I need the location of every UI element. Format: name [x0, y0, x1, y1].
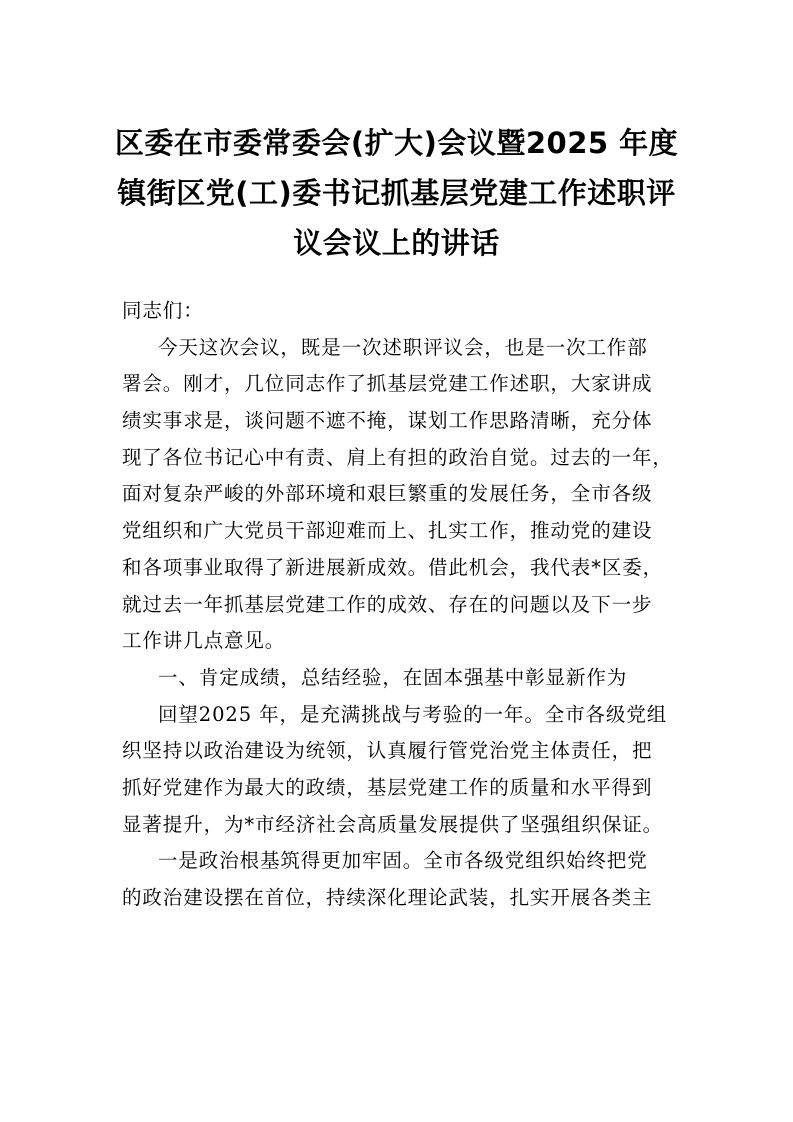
paragraph-line: 今天这次会议，既是一次述职评议会，也是一次工作部 [158, 335, 648, 359]
title-line: 镇街区党(工)委书记抓基层党建工作述职评 [117, 176, 676, 210]
document-title [110, 118, 683, 268]
paragraph-line: 抓好党建作为最大的政绩，基层党建工作的质量和水平得到 [122, 775, 653, 799]
salutation: 同志们： [122, 299, 204, 322]
title-line: 议会议上的讲话 [293, 226, 500, 260]
paragraph-line: 回望2025 年，是充满挑战与考验的一年。全市各级党组 [158, 702, 668, 726]
paragraph-political-foundation [122, 843, 675, 916]
paragraph-line: 织坚持以政治建设为统领，认真履行管党治党主体责任，把 [122, 739, 653, 763]
paragraph-line: 现了各位书记心中有责、肩上有担的政治自觉。过去的一年， [122, 445, 673, 469]
paragraph-line: 党组织和广大党员干部迎难而上、扎实工作，推动党的建设 [122, 519, 653, 543]
paragraph-line: 就过去一年抓基层党建工作的成效、存在的问题以及下一步 [122, 592, 653, 616]
paragraph-review [122, 697, 675, 844]
paragraph-line: 署会。刚才，几位同志作了抓基层党建工作述职，大家讲成 [122, 372, 653, 396]
section-heading: 一、肯定成绩，总结经验，在固本强基中彰显新作为 [158, 665, 628, 689]
document-body [122, 293, 675, 917]
paragraph-line: 和各项事业取得了新进展新成效。借此机会，我代表*区委， [122, 555, 664, 579]
paragraph-line: 的政治建设摆在首位，持续深化理论武装，扎实开展各类主 [122, 886, 653, 909]
title-line: 区委在市委常委会(扩大)会议暨2025 年度 [114, 126, 679, 160]
paragraph-opening [122, 330, 675, 660]
paragraph-line: 显著提升，为*市经济社会高质量发展提供了坚强组织保证。 [122, 812, 664, 836]
paragraph-line: 工作讲几点意见。 [122, 629, 286, 653]
paragraph-line: 一是政治根基筑得更加牢固。全市各级党组织始终把党 [158, 849, 648, 873]
paragraph-line: 绩实事求是，谈问题不遮不掩，谋划工作思路清晰，充分体 [122, 409, 653, 433]
paragraph-line: 面对复杂严峻的外部环境和艰巨繁重的发展任务，全市各级 [122, 482, 653, 506]
